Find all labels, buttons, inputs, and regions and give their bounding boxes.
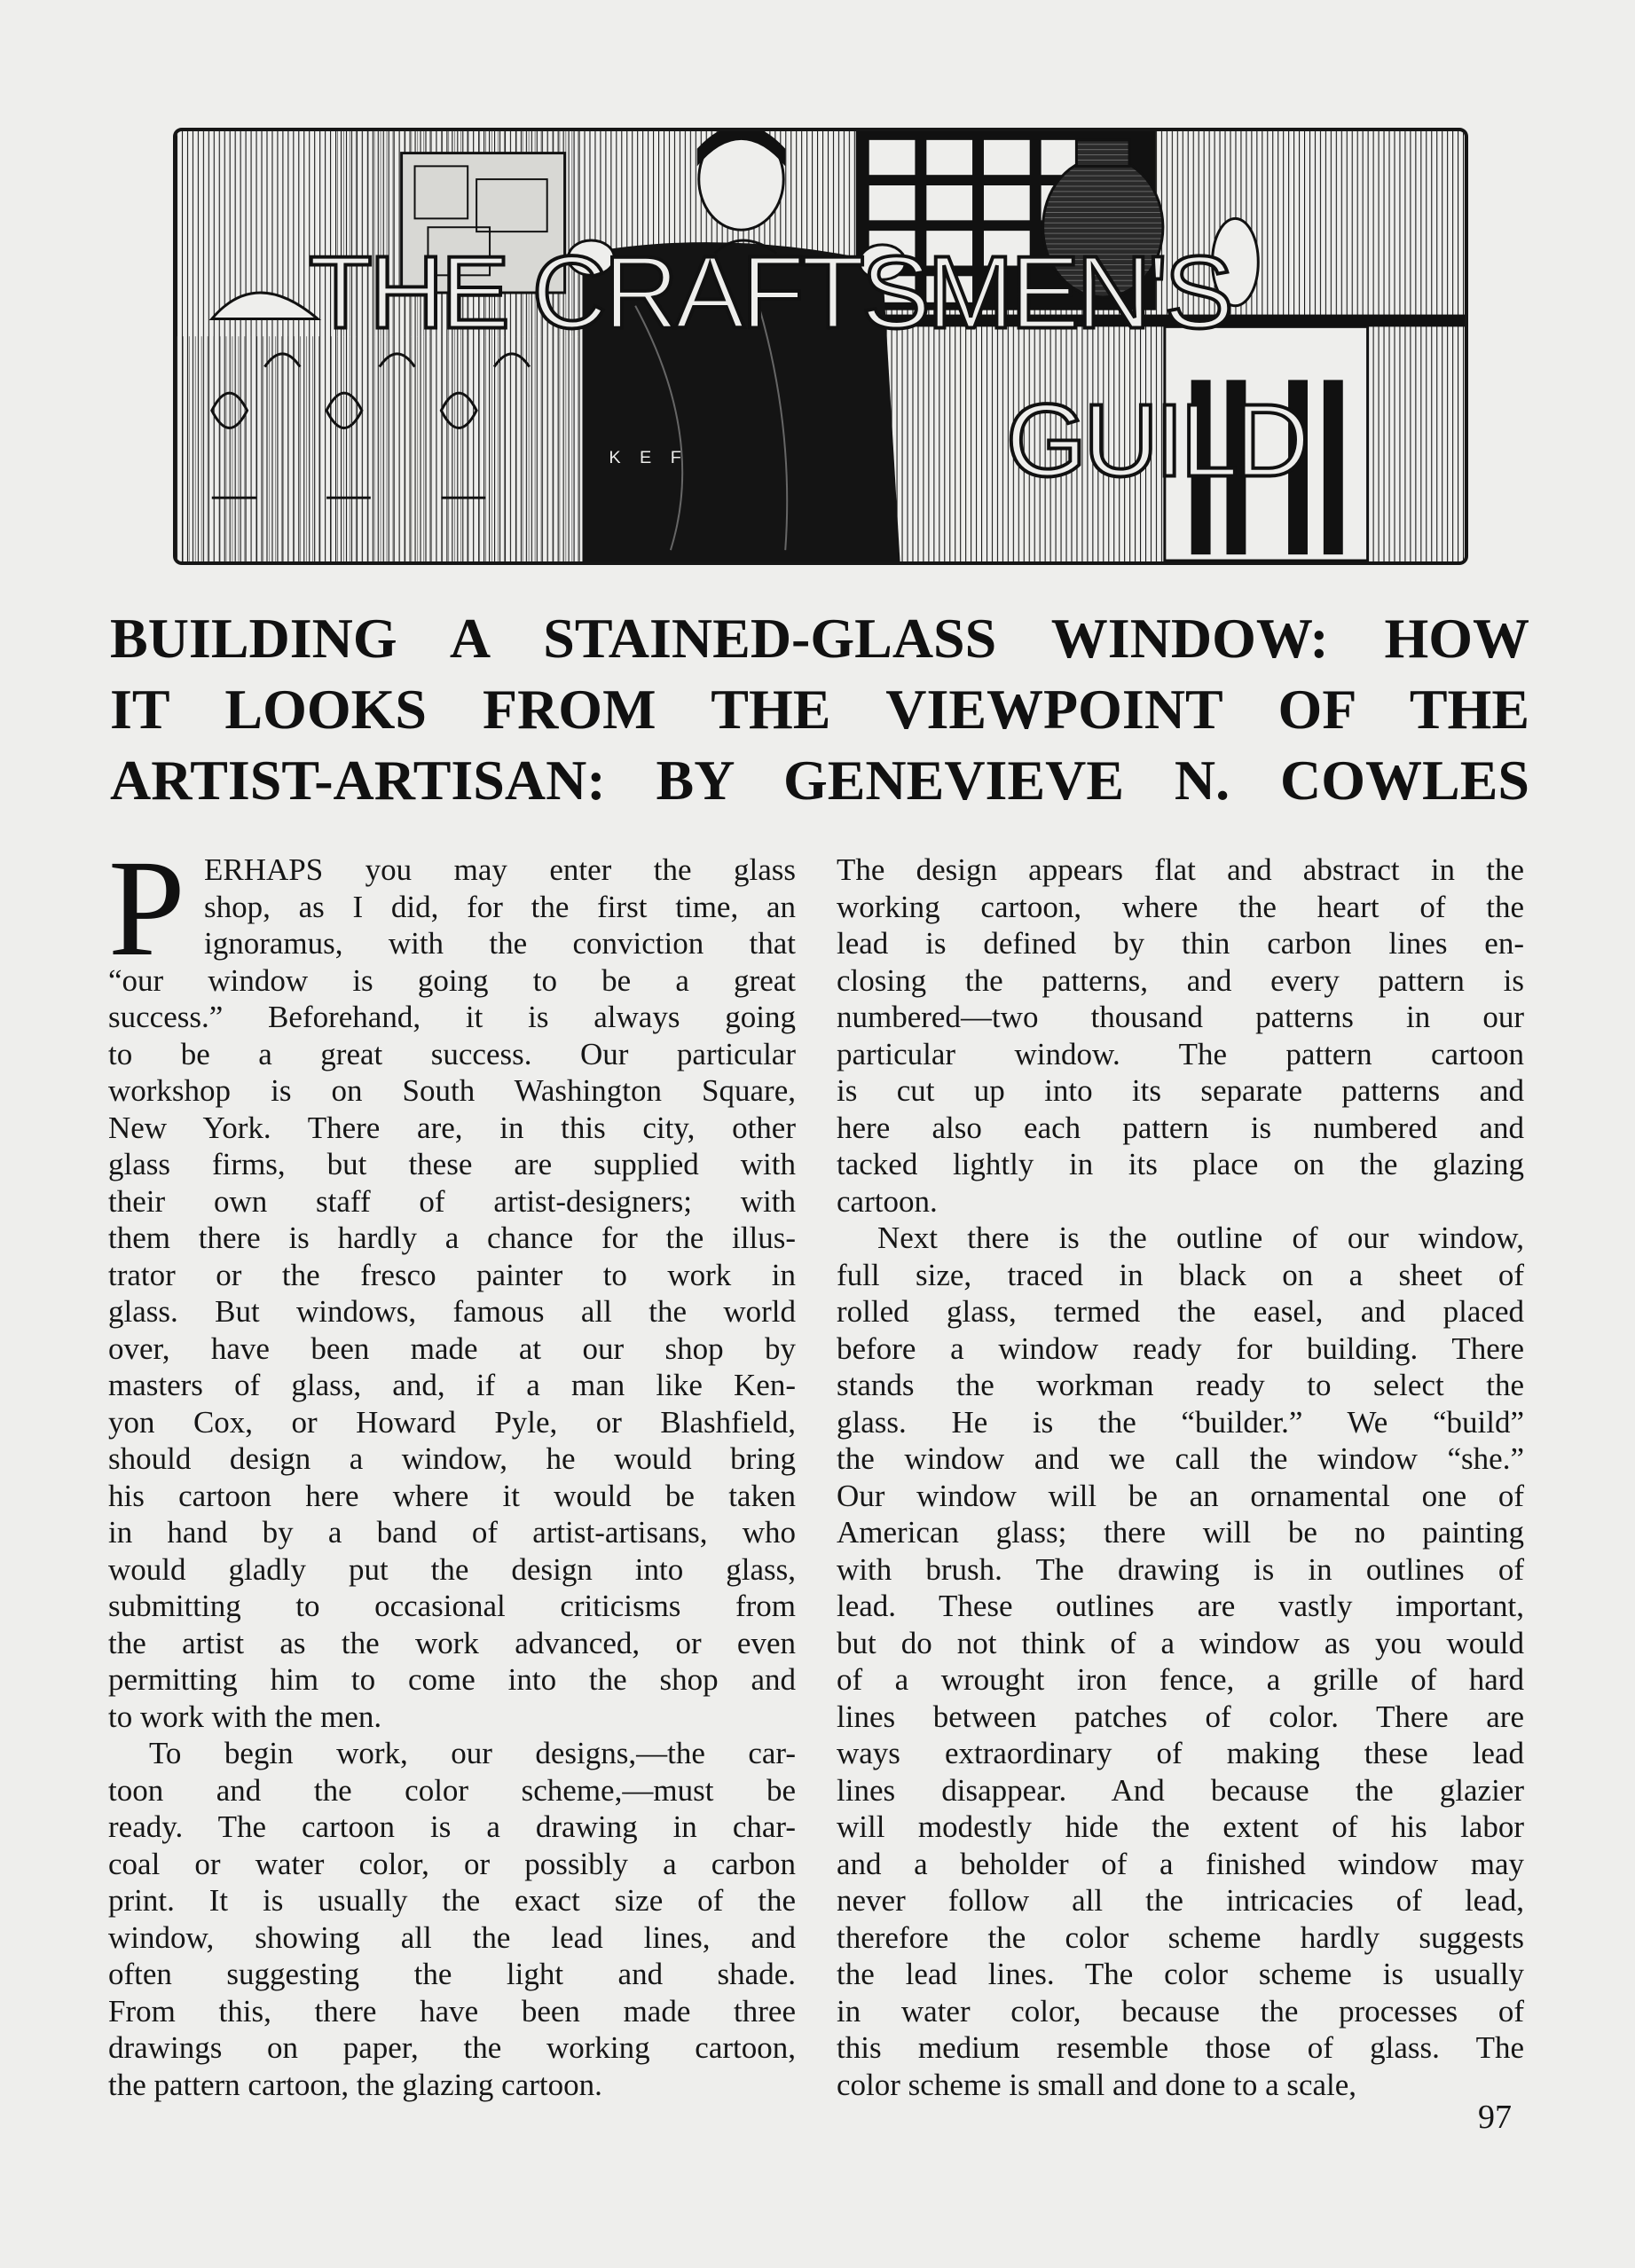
text-line: ERHAPS you may enter the glass [204,852,796,887]
right-column [837,851,1524,2103]
text-line: never follow all the intricacies of lead, [837,1883,1524,1918]
text-line: ignoramus, with the conviction that [204,926,796,961]
text-line: masters of glass, and, if a man like Ken- [108,1368,796,1402]
text-line: The design appears flat and abstract in the [837,852,1524,887]
banner-title-line2: GUILD [1005,382,1307,498]
text-line: window, showing all the lead lines, and [108,1919,796,1955]
text-line: in hand by a band of artist-artisans, who [108,1515,796,1550]
text-line: Next there is the outline of our window, [877,1220,1524,1255]
text-line: but do not think of a window as you would [837,1625,1524,1660]
text-line: drawings on paper, the working cartoon, [108,2030,796,2065]
banner-title-line1: THE CRAFTSMEN'S [309,233,1230,350]
text-line: the pattern cartoon, the glazing cartoon. [108,2067,602,2102]
text-line: yon Cox, or Howard Pyle, or Blashfield, [108,1404,796,1440]
text-line: here also each pattern is numbered and [837,1110,1524,1145]
text-line: in water color, because the processes of [837,1993,1524,2029]
text-line: “our window is going to be a great [108,962,796,998]
header-banner [173,128,1468,565]
text-line: the window and we call the window “she.” [837,1441,1524,1476]
text-line: full size, traced in black on a sheet of [837,1257,1524,1292]
text-line: lines between patches of color. There are [837,1699,1524,1734]
text-line: To begin work, our designs,—the car- [149,1736,796,1770]
text-line: should design a window, he would bring [108,1441,796,1476]
text-line: their own staff of artist-designers; with [108,1183,796,1219]
stained-glass-banner-illustration [177,131,1465,561]
text-line: ways extraordinary of making these lead [837,1736,1524,1770]
text-line: often suggesting the light and shade. [108,1957,796,1991]
text-line: and a beholder of a finished window may [837,1846,1524,1881]
text-line: ready. The cartoon is a drawing in char- [108,1809,796,1844]
text-line: trator or the fresco painter to work in [108,1257,796,1292]
headline-line: ARTIST-ARTISAN: BY GENEVIEVE N. COWLES [110,749,1529,812]
text-line: workshop is on South Washington Square, [108,1073,796,1108]
text-line: New York. There are, in this city, other [108,1110,796,1145]
text-line: over, have been made at our shop by [108,1330,796,1366]
text-line: shop, as I did, for the first time, an [204,889,796,924]
banner-artist-initials: K E F [609,447,688,467]
text-line: print. It is usually the exact size of the [108,1883,796,1918]
text-line: toon and the color scheme,—must be [108,1772,796,1808]
text-line: the lead lines. The color scheme is usually [837,1957,1524,1991]
text-line: them there is hardly a chance for the illus- [108,1220,796,1255]
text-line: of a wrought iron fence, a grille of hard [837,1662,1524,1697]
text-line: closing the patterns, and every pattern is [837,962,1524,998]
text-line: glass. He is the “builder.” We “build” [837,1404,1524,1440]
text-line: success.” Beforehand, it is always going [108,1000,796,1034]
text-line: From this, there have been made three [108,1993,796,2029]
text-line: cartoon. [837,1183,938,1219]
text-line: this medium resemble those of glass. The [837,2030,1524,2065]
headline-line: BUILDING A STAINED-GLASS WINDOW: HOW [110,607,1529,670]
text-line: working cartoon, where the heart of the [837,889,1524,924]
text-line: with brush. The drawing is in outlines of [837,1551,1524,1587]
text-line: will modestly hide the extent of his labor [837,1809,1524,1844]
text-line: glass firms, but these are supplied with [108,1147,796,1181]
drop-cap: P [108,831,185,985]
text-line: tacked lightly in its place on the glazing [837,1147,1524,1181]
text-line: color scheme is small and done to a scale, [837,2067,1357,2102]
text-line: submitting to occasional criticisms from [108,1589,796,1623]
text-line: rolled glass, termed the easel, and placed [837,1294,1524,1329]
text-line: permitting him to come into the shop and [108,1662,796,1697]
article-headline [110,603,1529,816]
text-line: to work with the men. [108,1699,382,1734]
text-line: before a window ready for building. There [837,1330,1524,1366]
text-line: to be a great success. Our particular [108,1036,796,1071]
text-line: coal or water color, or possibly a carbon [108,1846,796,1881]
text-line: lead. These outlines are vastly important, [837,1589,1524,1623]
page-number: 97 [1478,2099,1512,2136]
left-column [108,851,796,2103]
text-line: particular window. The pattern cartoon [837,1036,1524,1071]
text-line: would gladly put the design into glass, [108,1551,796,1587]
text-line: therefore the color scheme hardly suggests [837,1919,1524,1955]
text-line: numbered—two thousand patterns in our [837,1000,1524,1034]
headline-line: IT LOOKS FROM THE VIEWPOINT OF THE [110,678,1529,741]
text-line: his cartoon here where it would be taken [108,1478,796,1513]
text-line: lines disappear. And because the glazier [837,1772,1524,1808]
text-line: stands the workman ready to select the [837,1368,1524,1402]
text-line: Our window will be an ornamental one of [837,1478,1524,1513]
text-line: the artist as the work advanced, or even [108,1625,796,1660]
text-line: is cut up into its separate patterns and [837,1073,1524,1108]
text-line: American glass; there will be no painting [837,1515,1524,1550]
text-line: glass. But windows, famous all the world [108,1294,796,1329]
text-line: lead is defined by thin carbon lines en- [837,926,1524,961]
